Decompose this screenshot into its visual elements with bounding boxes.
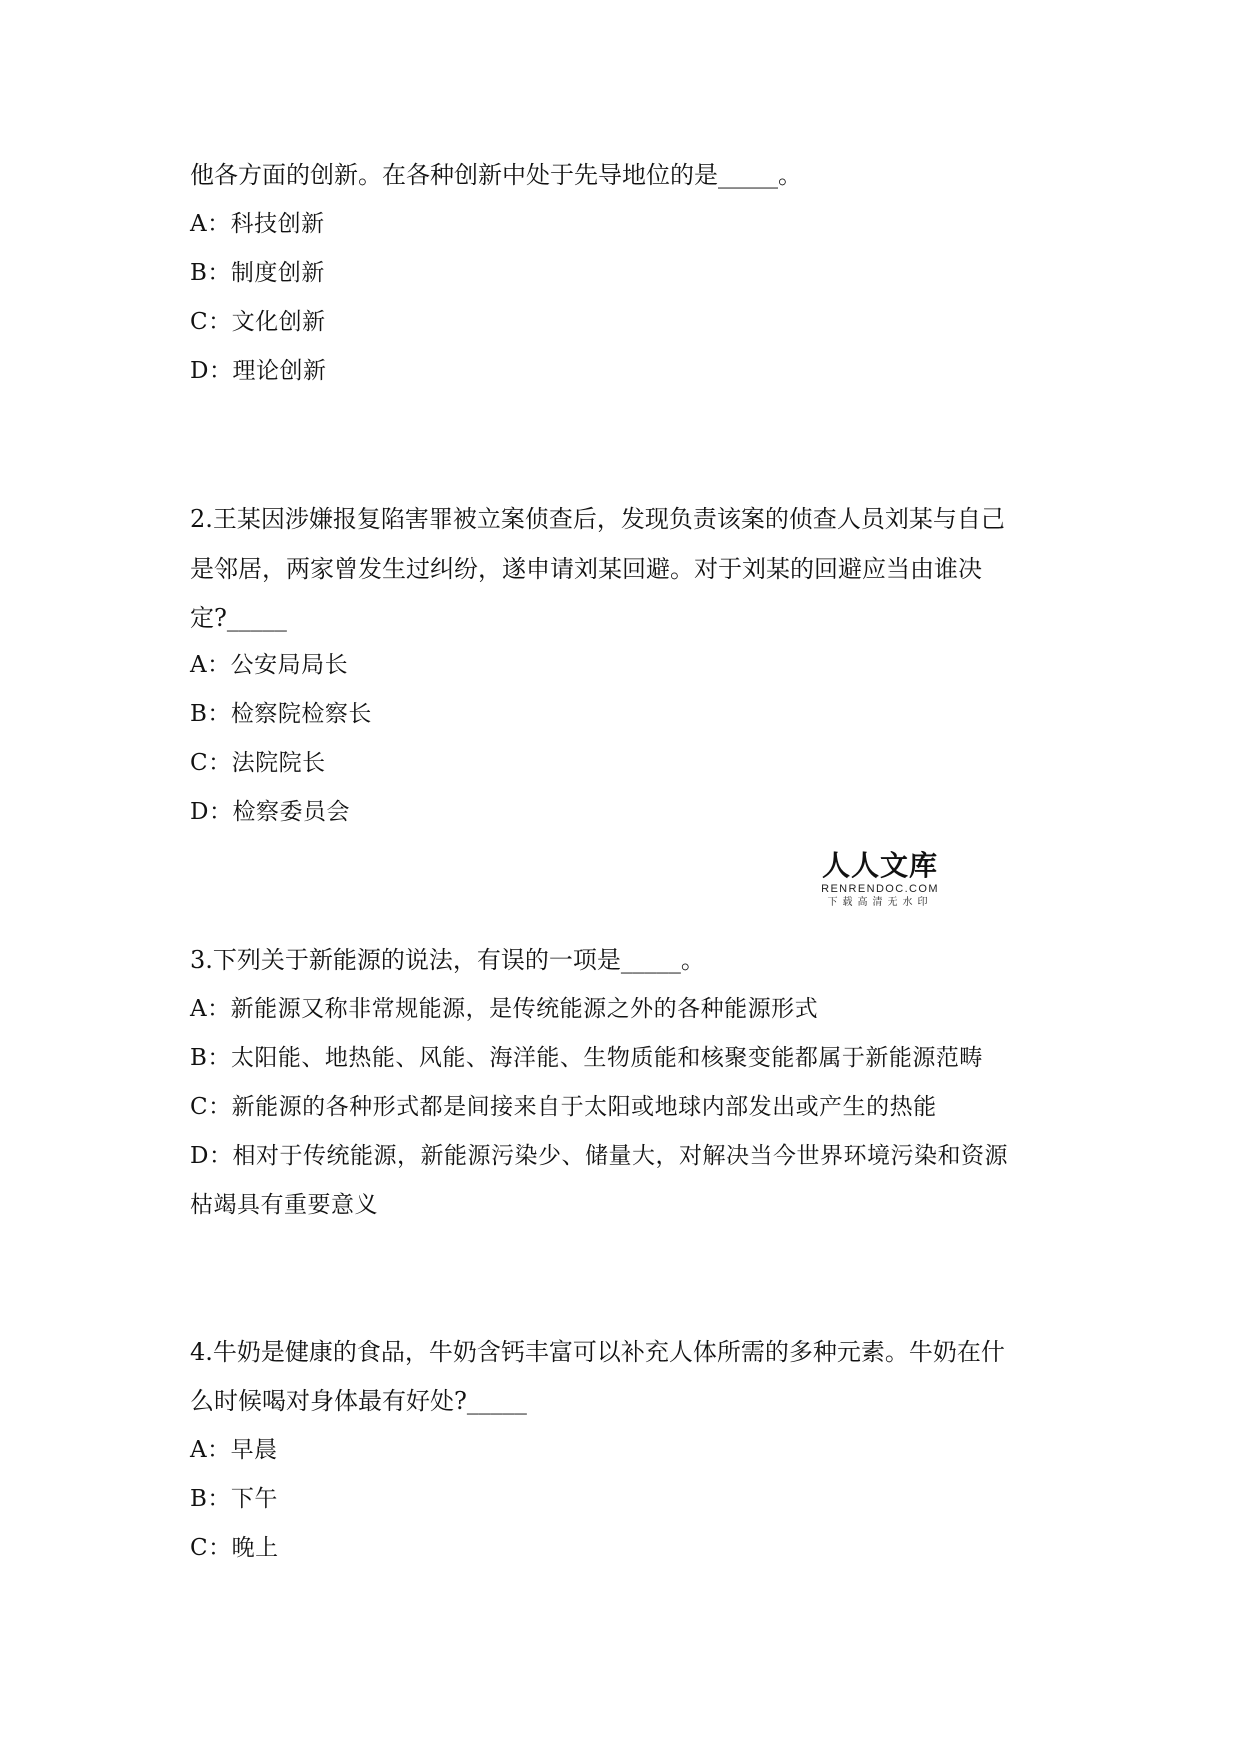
q4-stem-line-2: 么时候喝对身体最有好处?_____: [190, 1387, 527, 1415]
q1-option-b: B：制度创新: [190, 260, 325, 286]
q3-option-d: D：相对于传统能源，新能源污染少、储量大，对解决当今世界环境污染和资源: [190, 1143, 1008, 1169]
watermark-title: 人人文库: [821, 849, 938, 882]
q1-option-c: C：文化创新: [190, 309, 326, 335]
q4-option-c: C：晚上: [190, 1535, 279, 1561]
q3-option-a: A：新能源又称非常规能源，是传统能源之外的各种能源形式: [190, 996, 819, 1022]
q4-option-b: B：下午: [190, 1486, 278, 1512]
q2-option-d: D：检察委员会: [190, 799, 350, 825]
q1-stem: 他各方面的创新。在各种创新中处于先导地位的是_____。: [190, 161, 802, 189]
q2-option-c: C：法院院长: [190, 750, 326, 776]
q2-stem-line-1: 2.王某因涉嫌报复陷害罪被立案侦查后，发现负责该案的侦查人员刘某与自己: [190, 505, 1005, 533]
q2-option-a: A：公安局局长: [190, 652, 349, 678]
q2-stem-line-3: 定?_____: [190, 604, 287, 632]
watermark-url: RENRENDOC.COM: [821, 883, 939, 895]
q4-option-a: A：早晨: [190, 1437, 278, 1463]
watermark-subtitle: 下载高清无水印: [827, 897, 933, 908]
q3-option-c: C：新能源的各种形式都是间接来自于太阳或地球内部发出或产生的热能: [190, 1094, 937, 1120]
q2-option-b: B：检察院检察长: [190, 701, 372, 727]
q1-option-d: D：理论创新: [190, 358, 327, 384]
q4-stem-line-1: 4.牛奶是健康的食品，牛奶含钙丰富可以补充人体所需的多种元素。牛奶在什: [190, 1338, 1005, 1366]
q1-option-a: A：科技创新: [190, 211, 325, 237]
renrendoc-watermark: [810, 850, 950, 920]
q3-option-d-continued: 枯竭具有重要意义: [190, 1192, 378, 1218]
q2-stem-line-2: 是邻居，两家曾发生过纠纷，遂申请刘某回避。对于刘某的回避应当由谁决: [190, 555, 982, 583]
q3-option-b: B：太阳能、地热能、风能、海洋能、生物质能和核聚变能都属于新能源范畴: [190, 1045, 983, 1071]
q3-stem: 3.下列关于新能源的说法，有误的一项是_____。: [190, 946, 705, 974]
